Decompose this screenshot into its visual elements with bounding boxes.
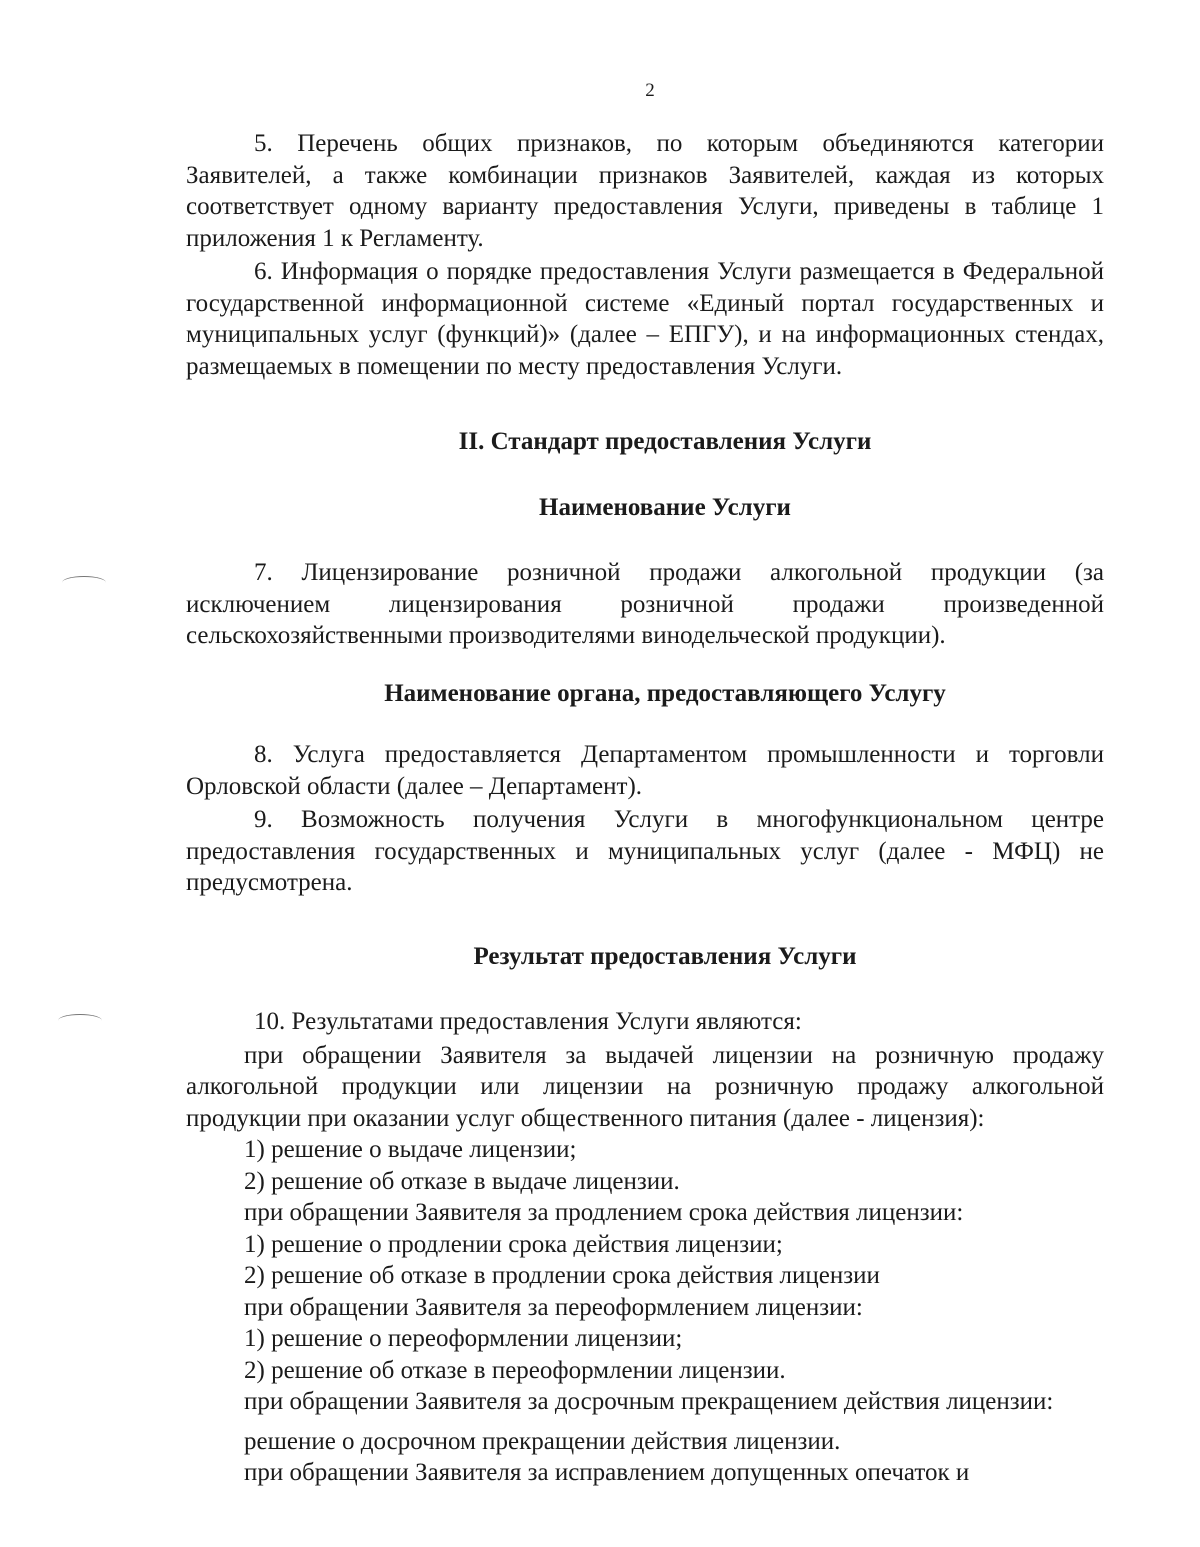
paragraph-9: 9. Возможность получения Услуги в многофункциональном центре предоставления государственных и муниципальных услуг (далее - МФЦ) не предусмотрена.: [186, 806, 1104, 896]
scan-mark-top: [62, 576, 106, 589]
result-intro-4: при обращении Заявителя за досрочным прекращением действия лицензии:: [244, 1388, 1054, 1415]
result-item-2-2: 2) решение об отказе в продлении срока действия лицензии: [244, 1262, 880, 1289]
paragraph-5: 5. Перечень общих признаков, по которым объединяются категории Заявителей, а также комбинации признаков Заявителей, каждая из которых соответствует одному варианту предоставления Услуги, приведены в таблице 1 приложения 1 к Регламенту.: [186, 130, 1104, 252]
result-item-4-1: решение о досрочном прекращении действия лицензии.: [244, 1427, 841, 1455]
heading-service-name: Наименование Услуги: [539, 493, 791, 521]
result-intro-3: при обращении Заявителя за переоформлением лицензии:: [244, 1293, 863, 1321]
result-intro-1: при обращении Заявителя за выдачей лицензии на розничную продажу алкогольной продукции или лицензии на розничную продажу алкогольной продукции при оказании услуг общественного питания (далее - лицензия):: [186, 1041, 1104, 1132]
heading-result: Результат предоставления Услуги: [473, 942, 857, 970]
paragraph-6: 6. Информация о порядке предоставления Услуги размещается в Федеральной государственной информационной системе «Единый портал государственных и муниципальных услуг (функций)» (далее – ЕПГУ), и на информационных стендах, размещаемых в помещении по месту предоставления Услуги.: [186, 258, 1104, 380]
scan-mark-bottom: [58, 1014, 102, 1027]
result-item-1-1: 1) решение о выдаче лицензии;: [244, 1136, 577, 1163]
result-item-3-2: 2) решение об отказе в переоформлении лицензии.: [244, 1356, 786, 1384]
page-number: 2: [645, 80, 655, 101]
section-heading: II. Стандарт предоставления Услуги: [458, 428, 872, 455]
paragraph-10: 10. Результатами предоставления Услуги являются:: [254, 1008, 802, 1035]
result-item-2-1: 1) решение о продлении срока действия лицензии;: [244, 1230, 783, 1258]
result-item-1-2: 2) решение об отказе в выдаче лицензии.: [244, 1167, 680, 1195]
result-intro-2: при обращении Заявителя за продлением срока действия лицензии:: [244, 1199, 964, 1226]
result-item-3-1: 1) решение о переоформлении лицензии;: [244, 1325, 683, 1352]
heading-organ: Наименование органа, предоставляющего Услугу: [384, 679, 946, 707]
document-body: [186, 128, 1104, 1489]
paragraph-8: 8. Услуга предоставляется Департаментом промышленности и торговли Орловской области (далее – Департамент).: [186, 741, 1104, 800]
result-intro-5: при обращении Заявителя за исправлением допущенных опечаток и: [244, 1459, 970, 1486]
paragraph-7: 7. Лицензирование розничной продажи алкогольной продукции (за исключением лицензирования розничной продажи произведенной сельскохозяйственными производителями винодельческой продукции).: [186, 559, 1104, 649]
